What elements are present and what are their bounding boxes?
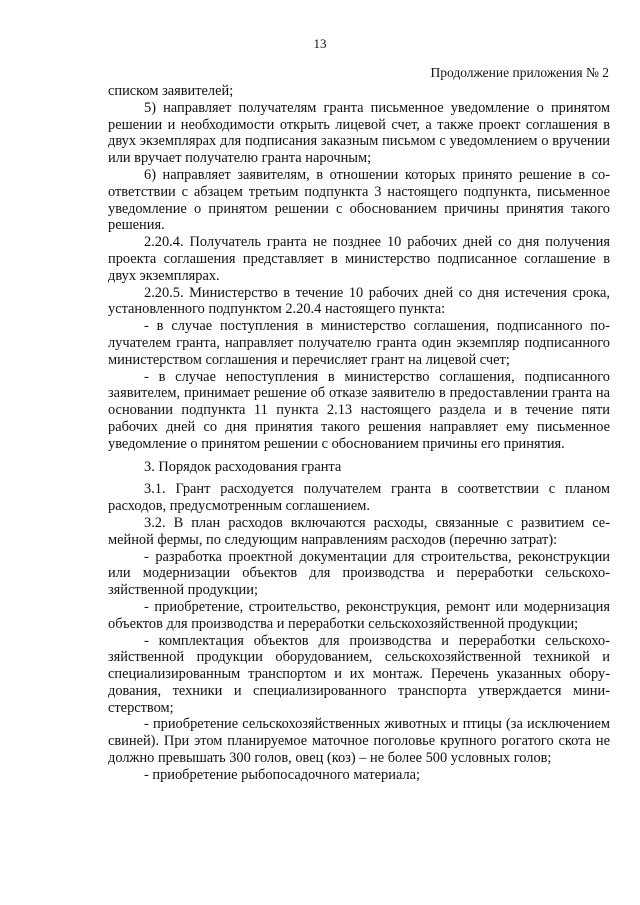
appendix-note: Продолжение приложения № 2 [430,65,609,80]
list-item: - приобретение рыбопосадочного материала; [144,766,421,783]
paragraph: списком заявителей; [108,83,234,99]
document-body [108,83,610,784]
paragraph: 6) направляет заявителям, в отношении которых принято решение в соответствии с абзацем третьим подпункта 3 настоящего подпункта, письменное уведомление о принятом решении с обоснованием причины принятия такого решения. [108,166,610,234]
page-number: 13 [313,36,327,51]
list-item: - приобретение сельскохозяйственных животных и птицы (за исключением свиней). При этом планируемое маточное поголовье крупного рогатого скота не должно превышать 300 голов, овец (коз) – не более 500 условных голов; [108,716,610,767]
paragraph: 2.20.5. Министерство в течение 10 рабочих дней со дня истечения срока, установленного подпунктом 2.20.4 настоящего пункта: [108,284,610,318]
section-heading: 3. Порядок расходования гранта [144,458,342,475]
list-item: - приобретение, строительство, реконструкция, ремонт или модернизация объектов для производства и переработки сельскохозяйственной продукции; [108,598,610,632]
paragraph: 3.1. Грант расходуется получателем гранта в соответствии с планом расходов, предусмотренным соглашением. [108,481,610,515]
list-item: - в случае непоступления в министерство соглашения, подписанного заявителем, принимает решение об отказе заявителю в предоставлении гранта на основании подпункта 11 пункта 2.13 настоящего раздела и в течение пяти рабочих дней со дня принятия такого решения направляет ему письменное уведомление о принятом решении с обоснованием причины его принятия. [108,368,610,452]
list-item: - комплектация объектов для производства и переработки сельскохозяйственной продукции оборудованием, сельскохозяйственной техникой и специализированным транспортом и их монтаж. Перечень указанных оборудования, техники и специализированного транспорта утверждается министерством; [108,632,610,716]
paragraph: 5) направляет получателям гранта письменное уведомление о принятом решении и необходимости открыть лицевой счет, а также проект соглашения в двух экземплярах для подписания заказным письмом с уведомлением о вручении или вручает получателю гранта нарочным; [108,99,610,167]
list-item: - разработка проектной документации для строительства, реконструкции или модернизации объектов для производства и переработки сельскохозяйственной продукции; [108,548,610,599]
paragraph: 3.2. В план расходов включаются расходы, связанные с развитием семейной фермы, по следующим направлениям расходов (перечню затрат): [108,514,610,548]
list-item: - в случае поступления в министерство соглашения, подписанного получателем гранта, направляет получателю гранта один экземпляр подписанного министерством соглашения и перечисляет грант на лицевой счет; [108,318,610,368]
paragraph: 2.20.4. Получатель гранта не позднее 10 рабочих дней со дня получения проекта соглашения представляет в министерство подписанное соглашение в двух экземплярах. [108,234,610,284]
